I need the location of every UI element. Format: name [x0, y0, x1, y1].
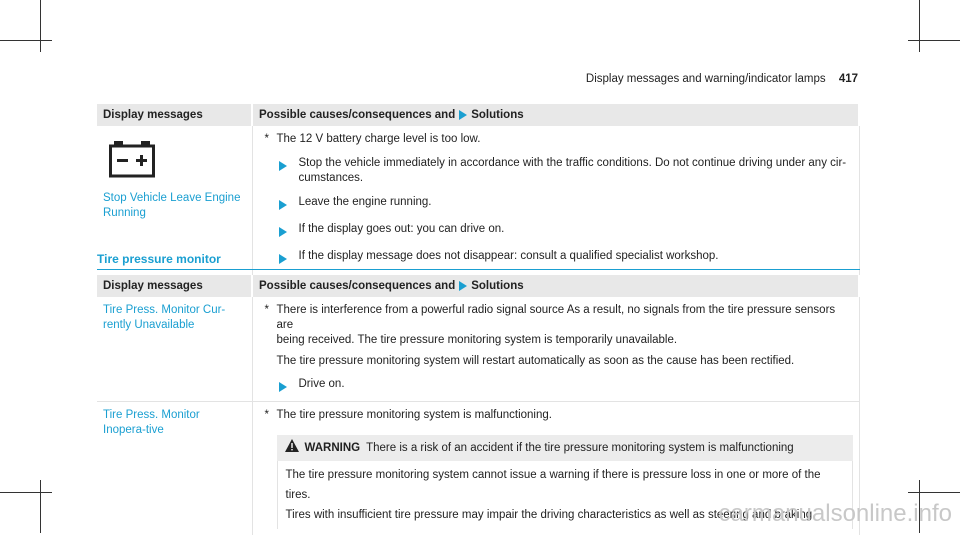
cause-line: * The 12 V battery charge level is too low. [259, 132, 853, 147]
col-header-causes: Possible causes/consequences and Solutions [252, 275, 859, 297]
crop-mark [919, 0, 920, 52]
section-title: Tire pressure monitor [97, 252, 221, 266]
cause-continuation: being received. The tire pressure monitoring system is temporarily unavailable. [277, 333, 853, 348]
warning-text: The tire pressure monitoring system cannot issue a warning if there is pressure loss in one or more of the tires. [286, 465, 844, 505]
step-item: Drive on. [279, 377, 853, 395]
display-message: Tire Press. Monitor Cur-rently Unavailable [103, 303, 233, 333]
arrow-icon [279, 382, 287, 392]
arrow-icon [279, 200, 287, 210]
running-header-title: Display messages and warning/indicator lamps [586, 73, 826, 85]
step-item: Leave the engine running. [279, 195, 853, 213]
step-item: Stop the vehicle immediately in accordance with the traffic conditions. Do not continue driving under any cir-cumstances. [279, 156, 853, 186]
watermark: carmanualsonline.info [719, 500, 952, 528]
running-header [586, 73, 858, 85]
crop-mark [40, 480, 41, 533]
warning-text: Tires with insufficient tire pressure may impair the driving characteristics as well as steering and braking. [286, 505, 844, 525]
col-header-causes: Possible causes/consequences and Solutions [252, 104, 859, 126]
battery-icon [109, 140, 246, 181]
col-header-messages: Display messages [97, 104, 252, 126]
warning-label: WARNING [305, 441, 361, 456]
display-message: Tire Press. Monitor Inopera-tive [103, 408, 233, 438]
arrow-icon [459, 281, 467, 291]
crop-mark [0, 40, 52, 41]
crop-mark [40, 0, 41, 52]
warning-triangle-icon [285, 439, 299, 457]
step-item: If the display message does not disappear: consult a qualified specialist workshop. [279, 249, 853, 267]
step-item: If the display goes out: you can drive on. [279, 222, 853, 240]
arrow-icon [459, 110, 467, 120]
cause-line: * The tire pressure monitoring system is malfunctioning. [259, 408, 853, 423]
message-cell [97, 297, 252, 402]
crop-mark [908, 40, 960, 41]
page-number: 417 [839, 73, 858, 85]
arrow-icon [279, 161, 287, 171]
message-cell [97, 402, 252, 535]
warning-title: There is a risk of an accident if the tire pressure monitoring system is malfunctioning [366, 441, 794, 456]
col-header-messages: Display messages [97, 275, 252, 297]
display-message: Stop Vehicle Leave Engine Running [103, 191, 246, 221]
section-heading [97, 252, 860, 270]
cause-line: * There is interference from a powerful radio signal source As a result, no signals from the tire pressure sensors are [259, 303, 853, 333]
crop-mark [0, 492, 52, 493]
warning-header [277, 435, 853, 461]
arrow-icon [279, 227, 287, 237]
display-messages-table-tire [97, 275, 860, 535]
note-line: The tire pressure monitoring system will restart automatically as soon as the cause has been rectified. [277, 354, 853, 369]
solution-cell [252, 297, 859, 402]
crop-mark [908, 492, 960, 493]
